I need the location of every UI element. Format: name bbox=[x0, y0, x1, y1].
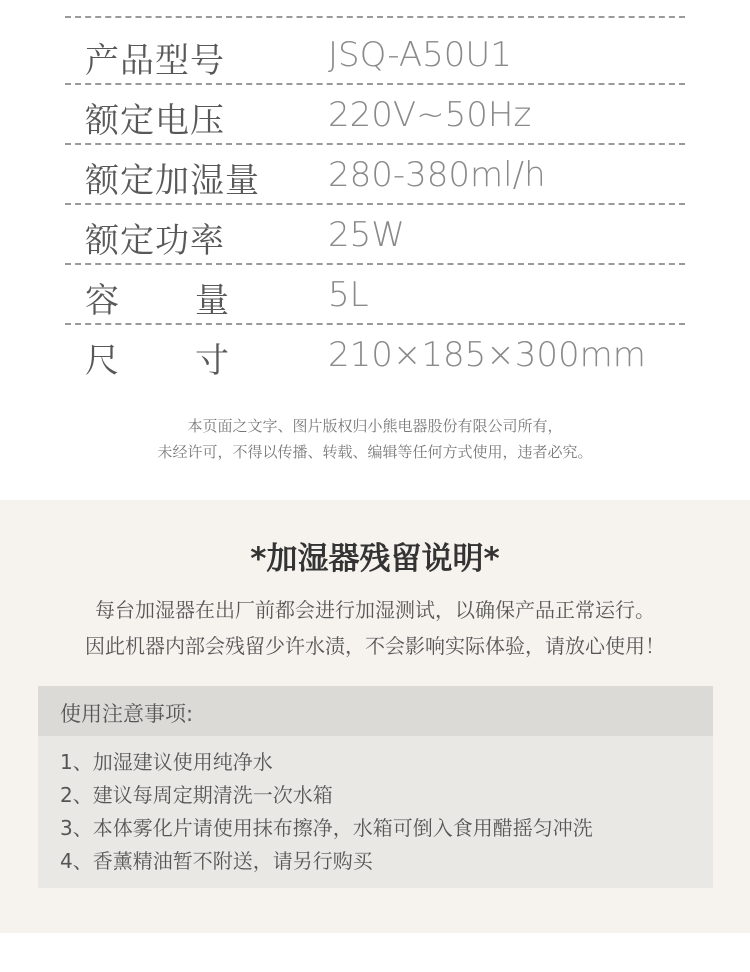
spec-row-model bbox=[0, 23, 750, 83]
spec-label-char: 量 bbox=[195, 281, 230, 321]
tips-title: 使用注意事项: bbox=[60, 702, 194, 726]
notice-title: *加湿器残留说明* bbox=[250, 541, 500, 577]
spec-label: 额定电压 bbox=[85, 101, 225, 141]
spec-row-voltage bbox=[0, 83, 750, 143]
spec-label: 产品型号 bbox=[85, 41, 225, 81]
copyright-line: 本页面之文字、图片版权归小熊电器股份有限公司所有， bbox=[187, 417, 563, 435]
spec-label-char: 容 bbox=[85, 281, 120, 321]
spec-value: JSQ-A50U1 bbox=[328, 35, 512, 75]
spec-label: 额定功率 bbox=[85, 221, 225, 261]
spec-label bbox=[85, 273, 230, 322]
spec-label: 额定加湿量 bbox=[85, 161, 260, 201]
usage-tips-box bbox=[38, 686, 713, 888]
spec-row-size bbox=[0, 323, 750, 383]
spec-value: 25W bbox=[328, 215, 405, 255]
tip-item: 4、香薰精油暂不附送，请另行购买 bbox=[60, 849, 373, 873]
spec-label-char: 寸 bbox=[195, 341, 230, 381]
tips-list bbox=[60, 748, 593, 880]
divider bbox=[65, 16, 685, 18]
spec-value: 5L bbox=[328, 275, 369, 315]
spec-value: 280-380ml/h bbox=[328, 155, 546, 195]
notice-paragraph: 每台加湿器在出厂前都会进行加湿测试，以确保产品正常运行。 bbox=[95, 598, 655, 622]
spec-value: 220V~50Hz bbox=[328, 95, 532, 135]
notice-paragraph: 因此机器内部会残留少许水渍，不会影响实际体验，请放心使用！ bbox=[85, 634, 665, 658]
tips-header bbox=[38, 686, 713, 736]
spec-label-char: 尺 bbox=[85, 341, 120, 381]
spec-label bbox=[85, 333, 230, 382]
copyright-line: 未经许可，不得以传播、转载、编辑等任何方式使用，违者必究。 bbox=[157, 443, 593, 461]
tip-item: 1、加湿建议使用纯净水 bbox=[60, 750, 273, 774]
tip-item: 3、本体雾化片请使用抹布擦净，水箱可倒入食用醋摇匀冲洗 bbox=[60, 816, 593, 840]
spec-row-humidification bbox=[0, 143, 750, 203]
copyright-notice bbox=[0, 413, 750, 465]
tip-item: 2、建议每周定期清洗一次水箱 bbox=[60, 783, 333, 807]
spec-value: 210×185×300mm bbox=[328, 335, 646, 375]
spec-row-power bbox=[0, 203, 750, 263]
spec-row-capacity bbox=[0, 263, 750, 323]
residue-notice-section bbox=[0, 500, 750, 933]
